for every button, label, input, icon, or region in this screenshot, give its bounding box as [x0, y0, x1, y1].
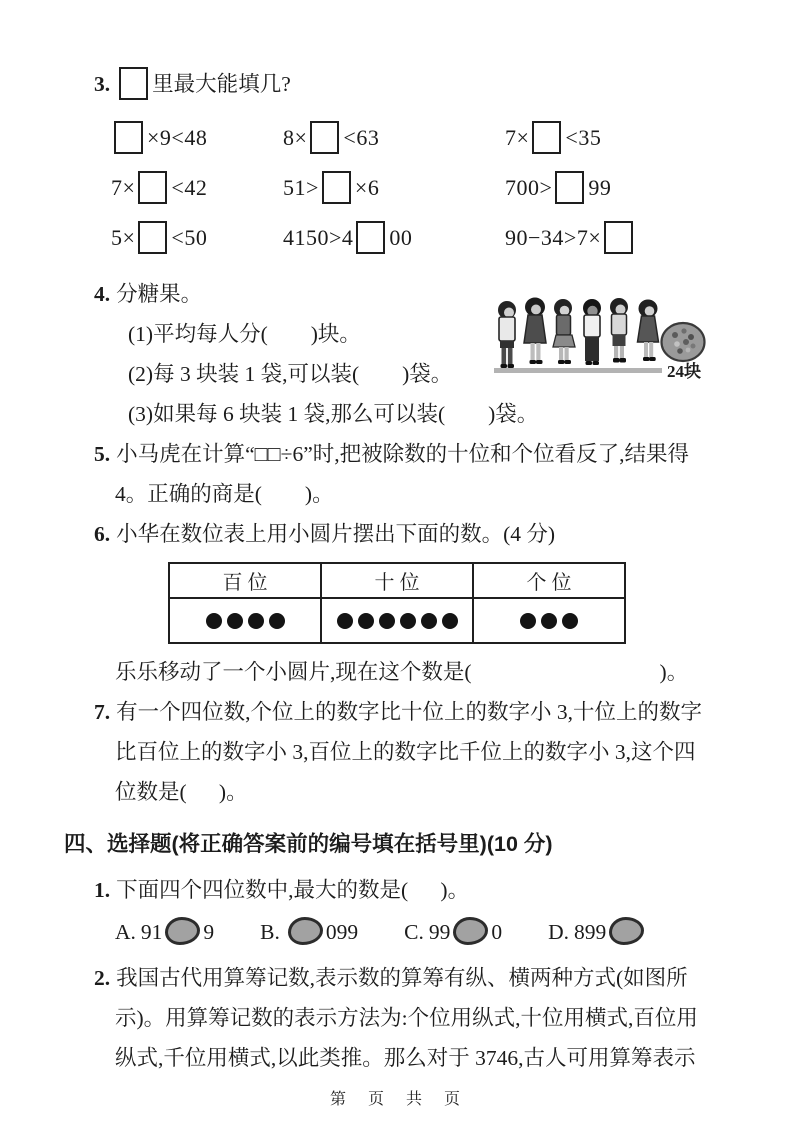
- option-label: B.: [260, 920, 280, 944]
- question-number: 4.: [94, 282, 111, 306]
- counter-dot: [358, 613, 374, 629]
- question-4-item-2: (2)每 3 块装 1 袋,可以装( )袋。: [128, 362, 453, 386]
- expression: 5× <50: [111, 221, 283, 254]
- question-3-text: 里最大能填几?: [116, 72, 291, 96]
- question-4-text: 分糖果。: [116, 282, 203, 306]
- question-number: 2.: [94, 966, 111, 990]
- followup-text: 乐乐移动了一个小圆片,现在这个数是(: [115, 660, 472, 684]
- candy-pile-icon: [662, 323, 705, 361]
- question-4-illustration: [494, 294, 706, 386]
- option-digits: 91: [140, 920, 163, 944]
- answer-box: [138, 221, 167, 254]
- header-tens: 十位: [321, 563, 473, 598]
- question-4-item-1: (1)平均每人分( )块。: [128, 322, 361, 346]
- counter-dot: [562, 613, 578, 629]
- answer-box: [555, 171, 584, 204]
- question-4-item-3: (3)如果每 6 块装 1 袋,那么可以装( )袋。: [128, 402, 539, 426]
- dots-ones: [473, 598, 625, 643]
- counter-dot: [400, 613, 416, 629]
- option-label: D.: [548, 920, 569, 944]
- table-header-row: [169, 563, 625, 598]
- question-7-text: 有一个四位数,个位上的数字比十位上的数字小 3,十位上的数字比百位上的数字小 3,百位上的数字比千位上的数字小 3,这个四位数是( )。: [115, 700, 703, 804]
- counter-dot: [421, 613, 437, 629]
- child-figure: [553, 299, 575, 364]
- answer-box: [322, 171, 351, 204]
- counter-dot: [379, 613, 395, 629]
- section-4-question-1-text: 下面四个四位数中,最大的数是( )。: [116, 878, 470, 902]
- answer-box: [356, 221, 385, 254]
- counter-dot: [520, 613, 536, 629]
- option-a: [115, 912, 214, 952]
- answer-box: [119, 67, 148, 100]
- counter-dot: [541, 613, 557, 629]
- child-figure: [638, 300, 659, 362]
- question-3-title: [94, 64, 703, 104]
- counter-dot: [206, 613, 222, 629]
- child-figure: [610, 298, 628, 363]
- question-number: 1.: [94, 878, 111, 902]
- section-4-question-1: [94, 870, 703, 910]
- answer-box: [532, 121, 561, 154]
- expression: 90−34>7×: [505, 221, 703, 254]
- dots-tens: [321, 598, 473, 643]
- question-7: [94, 692, 703, 812]
- table-dots-row: [169, 598, 625, 643]
- question-number: 5.: [94, 442, 111, 466]
- section-4-question-2: [94, 958, 703, 1078]
- expression: 51> ×6: [283, 171, 505, 204]
- header-ones: 个位: [473, 563, 625, 598]
- covered-digit-blob: [609, 917, 644, 945]
- answer-box: [138, 171, 167, 204]
- answer-box: [310, 121, 339, 154]
- answer-box: [114, 121, 143, 154]
- child-figure: [498, 301, 516, 368]
- question-6-title: [94, 514, 703, 554]
- expression: 700> 99: [505, 171, 703, 204]
- counter-dot: [248, 613, 264, 629]
- header-hundreds: 百位: [169, 563, 321, 598]
- question-5-text: 小马虎在计算“□□÷6”时,把被除数的十位和个位看反了,结果得 4。正确的商是( )。: [115, 442, 695, 506]
- section-4-heading: 四、选择题(将正确答案前的编号填在括号里)(10 分): [64, 832, 553, 856]
- followup-close: )。: [659, 660, 689, 684]
- option-digits: 899: [574, 920, 607, 944]
- expression: 7× <42: [111, 171, 283, 204]
- expression: 8× <63: [283, 121, 505, 154]
- option-b: [260, 912, 358, 952]
- counter-dot: [269, 613, 285, 629]
- place-value-table: [168, 562, 626, 644]
- option-digits: 9: [203, 920, 215, 944]
- question-number: 7.: [94, 700, 111, 724]
- child-figure: [583, 299, 601, 365]
- expression: 4150>4 00: [283, 221, 505, 254]
- counter-dot: [227, 613, 243, 629]
- option-digits: 99: [428, 920, 451, 944]
- question-5: [94, 434, 703, 514]
- question-6-text: 小华在数位表上用小圆片摆出下面的数。(4 分): [116, 522, 556, 546]
- option-digits: 0: [491, 920, 503, 944]
- covered-digit-blob: [288, 917, 323, 945]
- counter-dot: [442, 613, 458, 629]
- question-3-expression-grid: [111, 112, 703, 262]
- expression: 7× <35: [505, 121, 703, 154]
- child-figure: [524, 298, 546, 365]
- counter-dot: [337, 613, 353, 629]
- page-footer: 第 页 共 页: [329, 1091, 463, 1108]
- question-number: 3.: [94, 72, 111, 96]
- ground-shadow: [494, 368, 662, 373]
- covered-digit-blob: [453, 917, 488, 945]
- option-d: [548, 912, 647, 952]
- option-c: [404, 912, 502, 952]
- section-4-question-2-text: 我国古代用算筹记数,表示数的算筹有纵、横两种方式(如图所示)。用算筹记数的表示方法为:个位用纵式,十位用横式,百位用纵式,千位用横式,以此类推。那么对于 3746,古人可用算筹表示: [115, 966, 698, 1070]
- covered-digit-blob: [165, 917, 200, 945]
- question-number: 6.: [94, 522, 111, 546]
- dots-hundreds: [169, 598, 321, 643]
- choice-options-row: [115, 912, 703, 952]
- option-label: C.: [404, 920, 424, 944]
- question-6-followup: [115, 652, 703, 692]
- expression: ×9<48: [111, 121, 283, 154]
- candy-count-label: 24块: [667, 362, 701, 381]
- answer-box: [604, 221, 633, 254]
- option-digits: 099: [325, 920, 359, 944]
- option-label: A.: [115, 920, 136, 944]
